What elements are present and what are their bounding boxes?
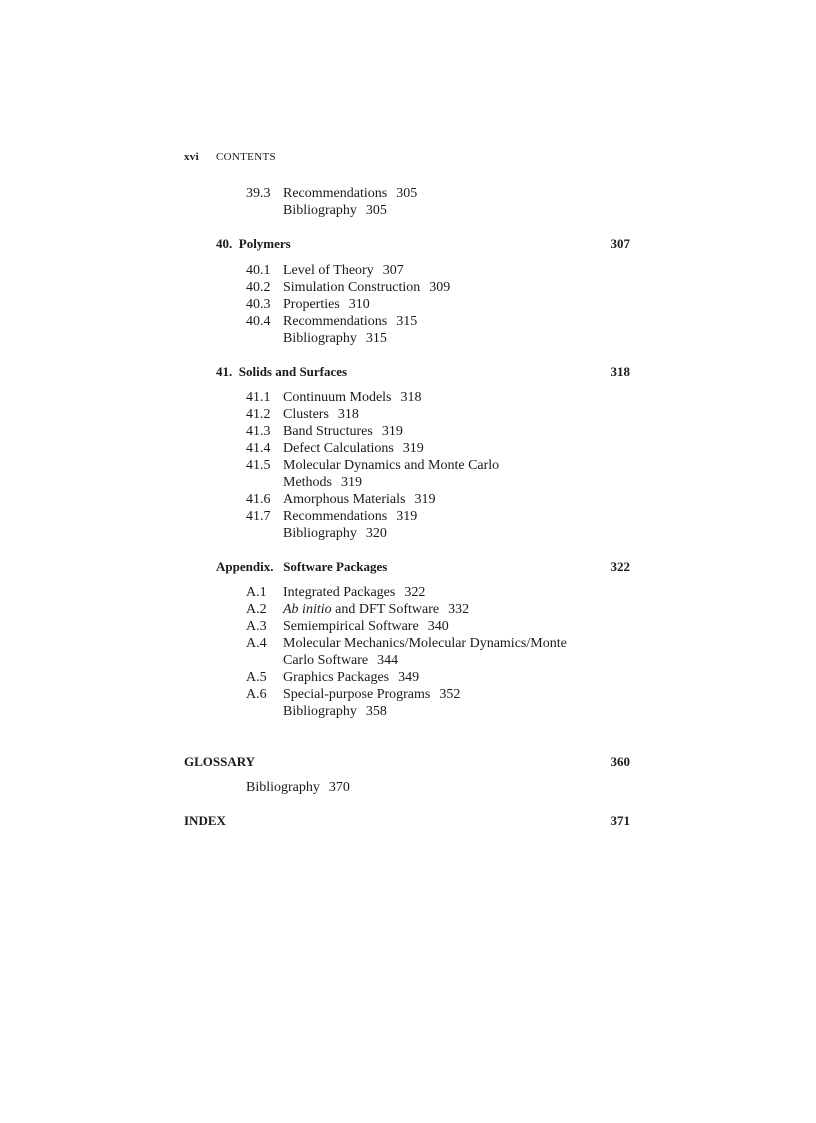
- toc-entry-41-5-title-cont: Methods 319: [283, 475, 362, 490]
- toc-entry-41-7-title: Recommendations 319: [283, 509, 418, 524]
- toc-entry-39-3: 39.3: [246, 186, 271, 201]
- toc-entry-a-3-title: Semiempirical Software 340: [283, 619, 449, 634]
- glossary-heading: GLOSSARY: [184, 754, 256, 769]
- toc-entry-a-2: A.2: [246, 602, 267, 617]
- toc-entry-41-5-title: Molecular Dynamics and Monte Carlo: [283, 458, 500, 473]
- toc-entry-41-6: 41.6: [246, 492, 271, 507]
- glossary-page: 360: [610, 754, 630, 769]
- appendix-page: 322: [610, 559, 630, 574]
- toc-entry-a-4-title-cont: Carlo Software 344: [283, 653, 399, 668]
- toc-entry-a-1-title: Integrated Packages 322: [283, 585, 426, 600]
- toc-entry-41-4: 41.4: [246, 441, 271, 456]
- toc-entry-41-7: 41.7: [246, 509, 271, 524]
- toc-entry-40-3: 40.3: [246, 297, 271, 312]
- toc-entry-a-1: A.1: [246, 585, 267, 600]
- toc-entry-40-1: 40.1: [246, 263, 271, 278]
- toc-entry-a-2-title: Ab initio and DFT Software 332: [283, 602, 470, 617]
- chapter-41-page: 318: [610, 364, 630, 379]
- running-head-label: CONTENTS: [216, 151, 276, 163]
- toc-entry-41-6-title: Amorphous Materials 319: [283, 492, 436, 507]
- index-page: 371: [610, 813, 630, 828]
- toc-entry-a-5-title: Graphics Packages 349: [283, 670, 420, 685]
- glossary-bibliography: Bibliography 370: [246, 780, 350, 795]
- toc-entry-41-4-title: Defect Calculations 319: [283, 441, 424, 456]
- page-folio: xvi: [184, 151, 199, 163]
- toc-entry-40-1-title: Level of Theory 307: [283, 263, 404, 278]
- appendix-heading: Appendix. Software Packages: [216, 559, 388, 574]
- toc-entry-40-2-title: Simulation Construction 309: [283, 280, 451, 295]
- toc-entry-40-4-title: Recommendations 315: [283, 314, 418, 329]
- toc-entry-a-6-title: Special-purpose Programs 352: [283, 687, 461, 702]
- toc-entry-41-bibliography: Bibliography 320: [283, 526, 387, 541]
- toc-entry-a-4: A.4: [246, 636, 267, 651]
- chapter-40-page: 307: [610, 236, 630, 251]
- toc-entry-41-3-title: Band Structures 319: [283, 424, 403, 439]
- chapter-41-heading: 41. Solids and Surfaces: [216, 364, 348, 379]
- toc-entry-40-bibliography: Bibliography 315: [283, 331, 387, 346]
- toc-entry-41-1: 41.1: [246, 390, 271, 405]
- toc-entry-a-3: A.3: [246, 619, 267, 634]
- toc-entry-41-1-title: Continuum Models 318: [283, 390, 422, 405]
- toc-entry-40-4: 40.4: [246, 314, 271, 329]
- chapter-40-heading: 40. Polymers: [216, 236, 291, 251]
- toc-entry-a-bibliography: Bibliography 358: [283, 704, 387, 719]
- toc-entry-39-bibliography: Bibliography 305: [283, 203, 387, 218]
- toc-entry-40-3-title: Properties 310: [283, 297, 370, 312]
- toc-entry-a-4-title: Molecular Mechanics/Molecular Dynamics/Monte: [283, 636, 567, 651]
- toc-entry-40-2: 40.2: [246, 280, 271, 295]
- toc-entry-41-5: 41.5: [246, 458, 271, 473]
- toc-entry-41-2-title: Clusters 318: [283, 407, 359, 422]
- toc-entry-a-5: A.5: [246, 670, 267, 685]
- toc-entry-41-3: 41.3: [246, 424, 271, 439]
- toc-entry-39-3-title: Recommendations 305: [283, 186, 418, 201]
- toc-entry-41-2: 41.2: [246, 407, 271, 422]
- running-head: [184, 151, 276, 163]
- index-heading: INDEX: [184, 813, 226, 828]
- toc-entry-a-6: A.6: [246, 687, 267, 702]
